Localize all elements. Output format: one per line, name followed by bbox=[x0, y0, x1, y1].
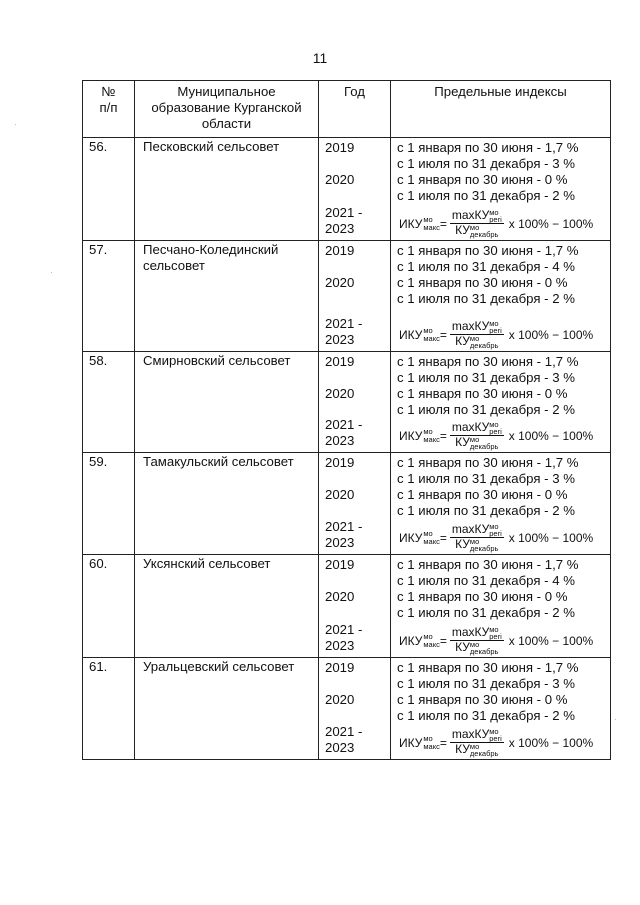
index-period: с 1 января по 30 июня - 0 % bbox=[397, 589, 568, 604]
formula-num-main: maxКУ bbox=[451, 522, 490, 537]
index-period: с 1 июля по 31 декабря - 3 % bbox=[397, 471, 575, 486]
table-header-row bbox=[83, 81, 611, 138]
page-number: 11 bbox=[312, 50, 328, 66]
year-label: 2023 bbox=[325, 332, 355, 347]
index-period: с 1 января по 30 июня - 0 % bbox=[397, 275, 568, 290]
formula-lhs-main: ИКУ bbox=[399, 327, 423, 342]
year-label: 2023 bbox=[325, 740, 355, 755]
row-number: 56. bbox=[83, 138, 135, 241]
formula-equals: = bbox=[439, 428, 447, 443]
formula-equals: = bbox=[439, 530, 447, 545]
index-period: с 1 января по 30 июня - 0 % bbox=[397, 692, 568, 707]
formula-denominator bbox=[453, 641, 500, 655]
index-period: с 1 января по 30 июня - 1,7 % bbox=[397, 660, 579, 675]
formula-lhs-sup: мо bbox=[423, 631, 433, 641]
formula-equals: = bbox=[439, 216, 447, 231]
formula-denominator bbox=[453, 224, 500, 238]
formula-den-sup: мо bbox=[469, 537, 480, 546]
formula-lhs bbox=[399, 633, 440, 649]
formula-num-sub: peri bbox=[489, 734, 502, 743]
formula-num-scripts bbox=[489, 523, 502, 537]
formula-den-sup: мо bbox=[469, 742, 480, 751]
row-number: 61. bbox=[83, 658, 135, 760]
index-period: с 1 июля по 31 декабря - 4 % bbox=[397, 259, 575, 274]
formula-fraction bbox=[450, 209, 504, 238]
year-label: 2023 bbox=[325, 535, 355, 550]
formula-num-sup: мо bbox=[489, 522, 499, 531]
formula-lhs bbox=[399, 735, 440, 751]
year-label: 2021 - bbox=[325, 622, 363, 637]
year-label: 2020 bbox=[325, 589, 355, 604]
formula-num-sub: peri bbox=[489, 215, 502, 224]
scan-speck: · bbox=[14, 120, 17, 129]
index-formula bbox=[399, 728, 593, 757]
formula-lhs-sup: мо bbox=[423, 426, 433, 436]
formula-num-sub: peri bbox=[489, 632, 502, 641]
index-formula bbox=[399, 421, 593, 450]
formula-numerator bbox=[450, 421, 504, 436]
header-year: Год bbox=[319, 81, 391, 138]
municipality-line: сельсовет bbox=[143, 258, 205, 273]
formula-lhs-scripts bbox=[423, 633, 439, 649]
formula-den-sup: мо bbox=[469, 640, 480, 649]
formula-numerator bbox=[450, 523, 504, 538]
header-municipality: Муниципальное образование Курганской области bbox=[135, 81, 319, 138]
year-label: 2019 bbox=[325, 243, 355, 258]
table-row bbox=[83, 352, 611, 453]
header-num: № п/п bbox=[83, 81, 135, 138]
year-cell bbox=[319, 138, 391, 241]
formula-num-main: maxКУ bbox=[451, 727, 490, 742]
year-label: 2023 bbox=[325, 638, 355, 653]
year-label: 2021 - bbox=[325, 519, 363, 534]
formula-denominator bbox=[453, 743, 500, 757]
formula-num-scripts bbox=[489, 209, 502, 223]
formula-lhs-main: ИКУ bbox=[399, 428, 423, 443]
formula-numerator bbox=[450, 209, 504, 224]
formula-numerator bbox=[450, 320, 504, 335]
year-cell bbox=[319, 555, 391, 658]
index-period: с 1 января по 30 июня - 1,7 % bbox=[397, 140, 579, 155]
formula-lhs-scripts bbox=[423, 216, 439, 232]
year-label: 2023 bbox=[325, 221, 355, 236]
formula-num-sup: мо bbox=[489, 727, 499, 736]
index-period: с 1 июля по 31 декабря - 4 % bbox=[397, 573, 575, 588]
index-period: с 1 января по 30 июня - 1,7 % bbox=[397, 557, 579, 572]
formula-tail: x 100% − 100% bbox=[508, 530, 594, 545]
year-cell bbox=[319, 352, 391, 453]
formula-lhs-sup: мо bbox=[423, 214, 433, 224]
indices-cell bbox=[391, 658, 611, 760]
formula-den-sub: декабрь bbox=[469, 341, 499, 350]
municipality-line: Песчано-Колединский bbox=[143, 242, 279, 257]
formula-lhs-sub: макс bbox=[423, 434, 440, 444]
indices-cell bbox=[391, 453, 611, 555]
formula-lhs-sup: мо bbox=[423, 528, 433, 538]
formula-lhs bbox=[399, 428, 440, 444]
year-label: 2019 bbox=[325, 354, 355, 369]
formula-numerator bbox=[450, 728, 504, 743]
year-label: 2019 bbox=[325, 660, 355, 675]
formula-lhs-sub: макс bbox=[423, 536, 440, 546]
formula-fraction bbox=[450, 421, 504, 450]
formula-lhs-main: ИКУ bbox=[399, 735, 423, 750]
index-period: с 1 июля по 31 декабря - 2 % bbox=[397, 188, 575, 203]
formula-tail: x 100% − 100% bbox=[508, 216, 594, 231]
municipality-line: Уксянский сельсовет bbox=[143, 556, 271, 571]
formula-fraction bbox=[450, 626, 504, 655]
formula-den-scripts bbox=[470, 743, 499, 757]
formula-tail: x 100% − 100% bbox=[508, 428, 594, 443]
index-formula bbox=[399, 320, 593, 349]
municipality-name bbox=[135, 453, 319, 555]
index-period: с 1 января по 30 июня - 0 % bbox=[397, 386, 568, 401]
year-label: 2020 bbox=[325, 275, 355, 290]
formula-num-main: maxКУ bbox=[451, 319, 490, 334]
formula-lhs bbox=[399, 530, 440, 546]
municipality-line: Песковский сельсовет bbox=[143, 139, 280, 154]
indices-cell bbox=[391, 555, 611, 658]
formula-den-sub: декабрь bbox=[469, 749, 499, 758]
formula-den-sub: декабрь bbox=[469, 442, 499, 451]
formula-den-sub: декабрь bbox=[469, 544, 499, 553]
formula-den-main: КУ bbox=[455, 640, 470, 655]
formula-fraction bbox=[450, 728, 504, 757]
index-period: с 1 июля по 31 декабря - 3 % bbox=[397, 156, 575, 171]
year-label: 2023 bbox=[325, 433, 355, 448]
formula-tail: x 100% − 100% bbox=[508, 735, 594, 750]
formula-equals: = bbox=[439, 735, 447, 750]
index-period: с 1 июля по 31 декабря - 2 % bbox=[397, 291, 575, 306]
formula-den-sub: декабрь bbox=[469, 230, 499, 239]
index-formula bbox=[399, 626, 593, 655]
index-period: с 1 июля по 31 декабря - 3 % bbox=[397, 370, 575, 385]
formula-fraction bbox=[450, 523, 504, 552]
formula-num-main: maxКУ bbox=[451, 625, 490, 640]
formula-num-scripts bbox=[489, 421, 502, 435]
formula-den-scripts bbox=[470, 641, 499, 655]
formula-numerator bbox=[450, 626, 504, 641]
year-label: 2020 bbox=[325, 692, 355, 707]
index-period: с 1 июля по 31 декабря - 2 % bbox=[397, 605, 575, 620]
year-cell bbox=[319, 658, 391, 760]
year-label: 2019 bbox=[325, 557, 355, 572]
formula-num-sub: peri bbox=[489, 529, 502, 538]
year-label: 2020 bbox=[325, 487, 355, 502]
formula-den-sub: декабрь bbox=[469, 647, 499, 656]
municipality-name bbox=[135, 138, 319, 241]
formula-num-sup: мо bbox=[489, 625, 499, 634]
formula-lhs-sub: макс bbox=[423, 639, 440, 649]
index-period: с 1 января по 30 июня - 0 % bbox=[397, 172, 568, 187]
year-label: 2019 bbox=[325, 140, 355, 155]
formula-num-scripts bbox=[489, 728, 502, 742]
formula-num-sub: peri bbox=[489, 427, 502, 436]
header-indices: Предельные индексы bbox=[391, 81, 611, 138]
formula-lhs-sub: макс bbox=[423, 333, 440, 343]
indices-cell bbox=[391, 241, 611, 352]
row-number: 58. bbox=[83, 352, 135, 453]
indices-cell bbox=[391, 352, 611, 453]
formula-lhs bbox=[399, 216, 440, 232]
index-period: с 1 января по 30 июня - 1,7 % bbox=[397, 243, 579, 258]
formula-den-scripts bbox=[470, 436, 499, 450]
table-row bbox=[83, 658, 611, 760]
year-label: 2020 bbox=[325, 386, 355, 401]
formula-num-main: maxКУ bbox=[451, 208, 490, 223]
formula-lhs-sup: мо bbox=[423, 733, 433, 743]
formula-lhs-sub: макс bbox=[423, 741, 440, 751]
table-row bbox=[83, 138, 611, 241]
index-period: с 1 июля по 31 декабря - 2 % bbox=[397, 503, 575, 518]
formula-den-main: КУ bbox=[455, 334, 470, 349]
municipality-name bbox=[135, 555, 319, 658]
municipality-line: Уральцевский сельсовет bbox=[143, 659, 295, 674]
formula-den-main: КУ bbox=[455, 223, 470, 238]
formula-lhs-scripts bbox=[423, 735, 439, 751]
year-label: 2021 - bbox=[325, 316, 363, 331]
year-label: 2021 - bbox=[325, 417, 363, 432]
formula-den-main: КУ bbox=[455, 537, 470, 552]
formula-den-sup: мо bbox=[469, 435, 480, 444]
table-row bbox=[83, 555, 611, 658]
indices-cell bbox=[391, 138, 611, 241]
formula-denominator bbox=[453, 335, 500, 349]
formula-tail: x 100% − 100% bbox=[508, 327, 594, 342]
limit-indices-table bbox=[82, 80, 611, 760]
index-period: с 1 января по 30 июня - 1,7 % bbox=[397, 455, 579, 470]
municipality-line: Смирновский сельсовет bbox=[143, 353, 291, 368]
row-number: 59. bbox=[83, 453, 135, 555]
formula-den-sup: мо bbox=[469, 334, 480, 343]
formula-denominator bbox=[453, 538, 500, 552]
formula-lhs bbox=[399, 327, 440, 343]
formula-den-main: КУ bbox=[455, 435, 470, 450]
year-label: 2020 bbox=[325, 172, 355, 187]
table-row bbox=[83, 241, 611, 352]
formula-den-scripts bbox=[470, 335, 499, 349]
formula-lhs-main: ИКУ bbox=[399, 530, 423, 545]
year-label: 2021 - bbox=[325, 724, 363, 739]
formula-lhs-sub: макс bbox=[423, 222, 440, 232]
formula-lhs-main: ИКУ bbox=[399, 633, 423, 648]
municipality-name bbox=[135, 352, 319, 453]
formula-fraction bbox=[450, 320, 504, 349]
formula-num-sup: мо bbox=[489, 420, 499, 429]
formula-lhs-main: ИКУ bbox=[399, 216, 423, 231]
formula-denominator bbox=[453, 436, 500, 450]
year-label: 2021 - bbox=[325, 205, 363, 220]
formula-den-sup: мо bbox=[469, 223, 480, 232]
formula-den-main: КУ bbox=[455, 742, 470, 757]
year-cell bbox=[319, 241, 391, 352]
formula-num-main: maxКУ bbox=[451, 420, 490, 435]
year-cell bbox=[319, 453, 391, 555]
formula-num-scripts bbox=[489, 626, 502, 640]
formula-num-sub: peri bbox=[489, 326, 502, 335]
formula-den-scripts bbox=[470, 224, 499, 238]
index-period: с 1 июля по 31 декабря - 2 % bbox=[397, 402, 575, 417]
index-period: с 1 января по 30 июня - 1,7 % bbox=[397, 354, 579, 369]
index-formula bbox=[399, 523, 593, 552]
municipality-name bbox=[135, 241, 319, 352]
row-number: 57. bbox=[83, 241, 135, 352]
index-period: с 1 января по 30 июня - 0 % bbox=[397, 487, 568, 502]
formula-lhs-scripts bbox=[423, 428, 439, 444]
scan-speck: · bbox=[50, 268, 53, 277]
formula-tail: x 100% − 100% bbox=[508, 633, 594, 648]
index-formula bbox=[399, 209, 593, 238]
formula-lhs-scripts bbox=[423, 327, 439, 343]
formula-num-sup: мо bbox=[489, 319, 499, 328]
table-row bbox=[83, 453, 611, 555]
scan-speck: · bbox=[614, 715, 617, 724]
formula-equals: = bbox=[439, 327, 447, 342]
formula-den-scripts bbox=[470, 538, 499, 552]
index-period: с 1 июля по 31 декабря - 3 % bbox=[397, 676, 575, 691]
municipality-name bbox=[135, 658, 319, 760]
formula-lhs-scripts bbox=[423, 530, 439, 546]
index-period: с 1 июля по 31 декабря - 2 % bbox=[397, 708, 575, 723]
row-number: 60. bbox=[83, 555, 135, 658]
formula-num-scripts bbox=[489, 320, 502, 334]
year-label: 2019 bbox=[325, 455, 355, 470]
formula-equals: = bbox=[439, 633, 447, 648]
formula-lhs-sup: мо bbox=[423, 325, 433, 335]
formula-num-sup: мо bbox=[489, 208, 499, 217]
municipality-line: Тамакульский сельсовет bbox=[143, 454, 294, 469]
